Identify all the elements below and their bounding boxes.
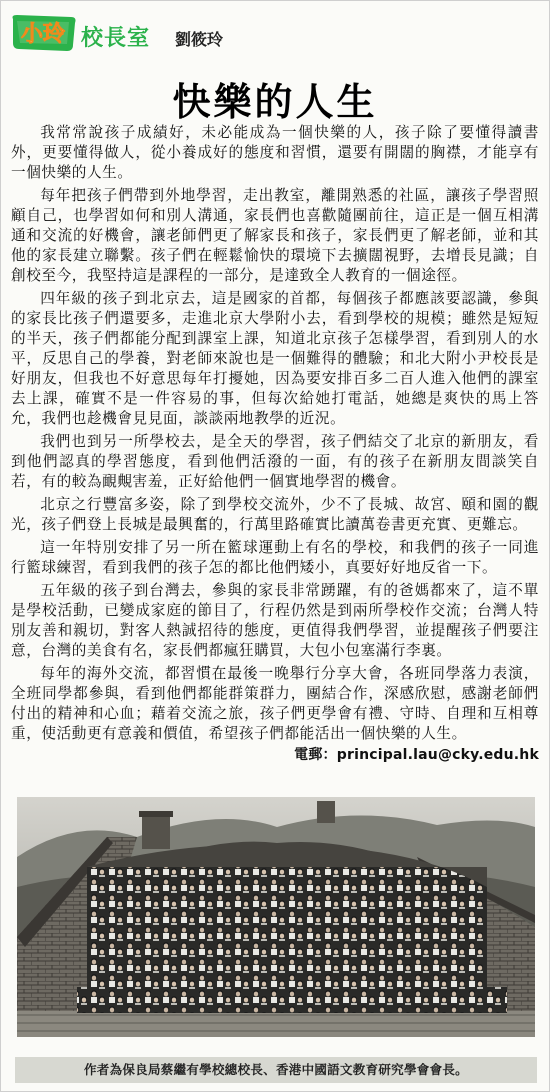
paragraph: 這一年特別安排了另一所在籃球運動上有名的學校，和我們的孩子一同進行籃球練習，看到我們的孩子怎的都比他們矮小，真要好好地反省一下。 (11, 539, 539, 576)
author-name: 劉筱玲 (175, 30, 224, 49)
author-credit-footer: 作者為保良局蔡繼有學校總校長、香港中國語文教育研究學會會長。 (15, 1057, 537, 1083)
article-body (11, 123, 539, 765)
logo-text: 小玲 (20, 22, 66, 47)
paragraph: 五年級的孩子到台灣去，參與的家長非常踴躍，有的爸媽都來了，這不單是學校活動，已變成家庭的節目了，行程仍然是到兩所學校作交流；台灣人特別友善和親切，對客人熱誠招待的態度，更值得我們學習，並提醒孩子們要注意，台灣的美食有名，家長們都瘋狂購買，大包小包塞滿行李裏。 (11, 582, 539, 659)
paragraph: 每年把孩子們帶到外地學習，走出教室，離開熟悉的社區，讓孩子學習照顧自己，也學習如何和別人溝通，家長們也喜歡隨團前往，這正是一個互相溝通和交流的好機會，讓老師們更了解家長和孩子，家長們更了解老師，並和其他的家長建立聯繫。孩子們在輕鬆愉快的環境下去擴闊視野，去增長見識；自創校至今，我堅持這是課程的一部分，是達致全人教育的一個途徑。 (11, 187, 539, 284)
paragraph: 我們也到另一所學校去，是全天的學習，孩子們結交了北京的新朋友，看到他們認真的學習態度，看到他們活潑的一面，有的孩子在新朋友間談笑自若，有的較為靦覥害羞，正好給他們一個實地學習的機會。 (11, 433, 539, 490)
email-address[interactable]: principal.lau@cky.edu.hk (336, 747, 539, 763)
photo-illustration (17, 797, 535, 1037)
paragraph: 我常常說孩子成績好，未必能成為一個快樂的人，孩子除了要懂得讀書外，更要懂得做人，從小養成好的態度和習慣，還要有開闊的胸襟，才能享有一個快樂的人生。 (11, 124, 539, 181)
email-line (11, 745, 539, 765)
column-logo (9, 13, 79, 53)
email-label: 電郵： (294, 747, 337, 763)
paragraph: 北京之行豐富多姿，除了到學校交流外，少不了長城、故宮、頤和園的觀光，孩子們登上長城是最興奮的，行萬里路確實比讀萬卷書更充實、更難忘。 (11, 496, 539, 533)
group-photo-great-wall (17, 797, 535, 1037)
column-name: 校長室 (81, 26, 151, 51)
paragraph: 每年的海外交流，都習慣在最後一晚舉行分享大會，各班同學落力表演，全班同學都參與，看到他們都能群策群力，團結合作，深感欣慰，感謝老師們付出的精神和心血；藉着交流之旅，孩子們更學會有禮、守時、自理和互相尊重，使活動更有意義和價值，希望孩子們都能活出一個快樂的人生。 (11, 665, 539, 742)
paragraph: 四年級的孩子到北京去，這是國家的首都，每個孩子都應該要認識，參與的家長比孩子們還要多，走進北京大學附小去，看到學校的規模；雖然是短短的半天，孩子們都能分配到課室上課，知道北京孩子怎樣學習，看到別人的水平，反思自己的學養，對老師來說也是一個難得的體驗；和北大附小尹校長是好朋友，但我也不好意思每年打擾她，因為要安排百多二百人進入他們的課室去上課，確實不是一件容易的事，但每次給她打電話，她總是爽快的馬上答允，我們也趁機會見見面，談談兩地教學的近況。 (11, 290, 539, 427)
article-title: 快樂的人生 (172, 80, 378, 124)
column-header (9, 11, 309, 67)
